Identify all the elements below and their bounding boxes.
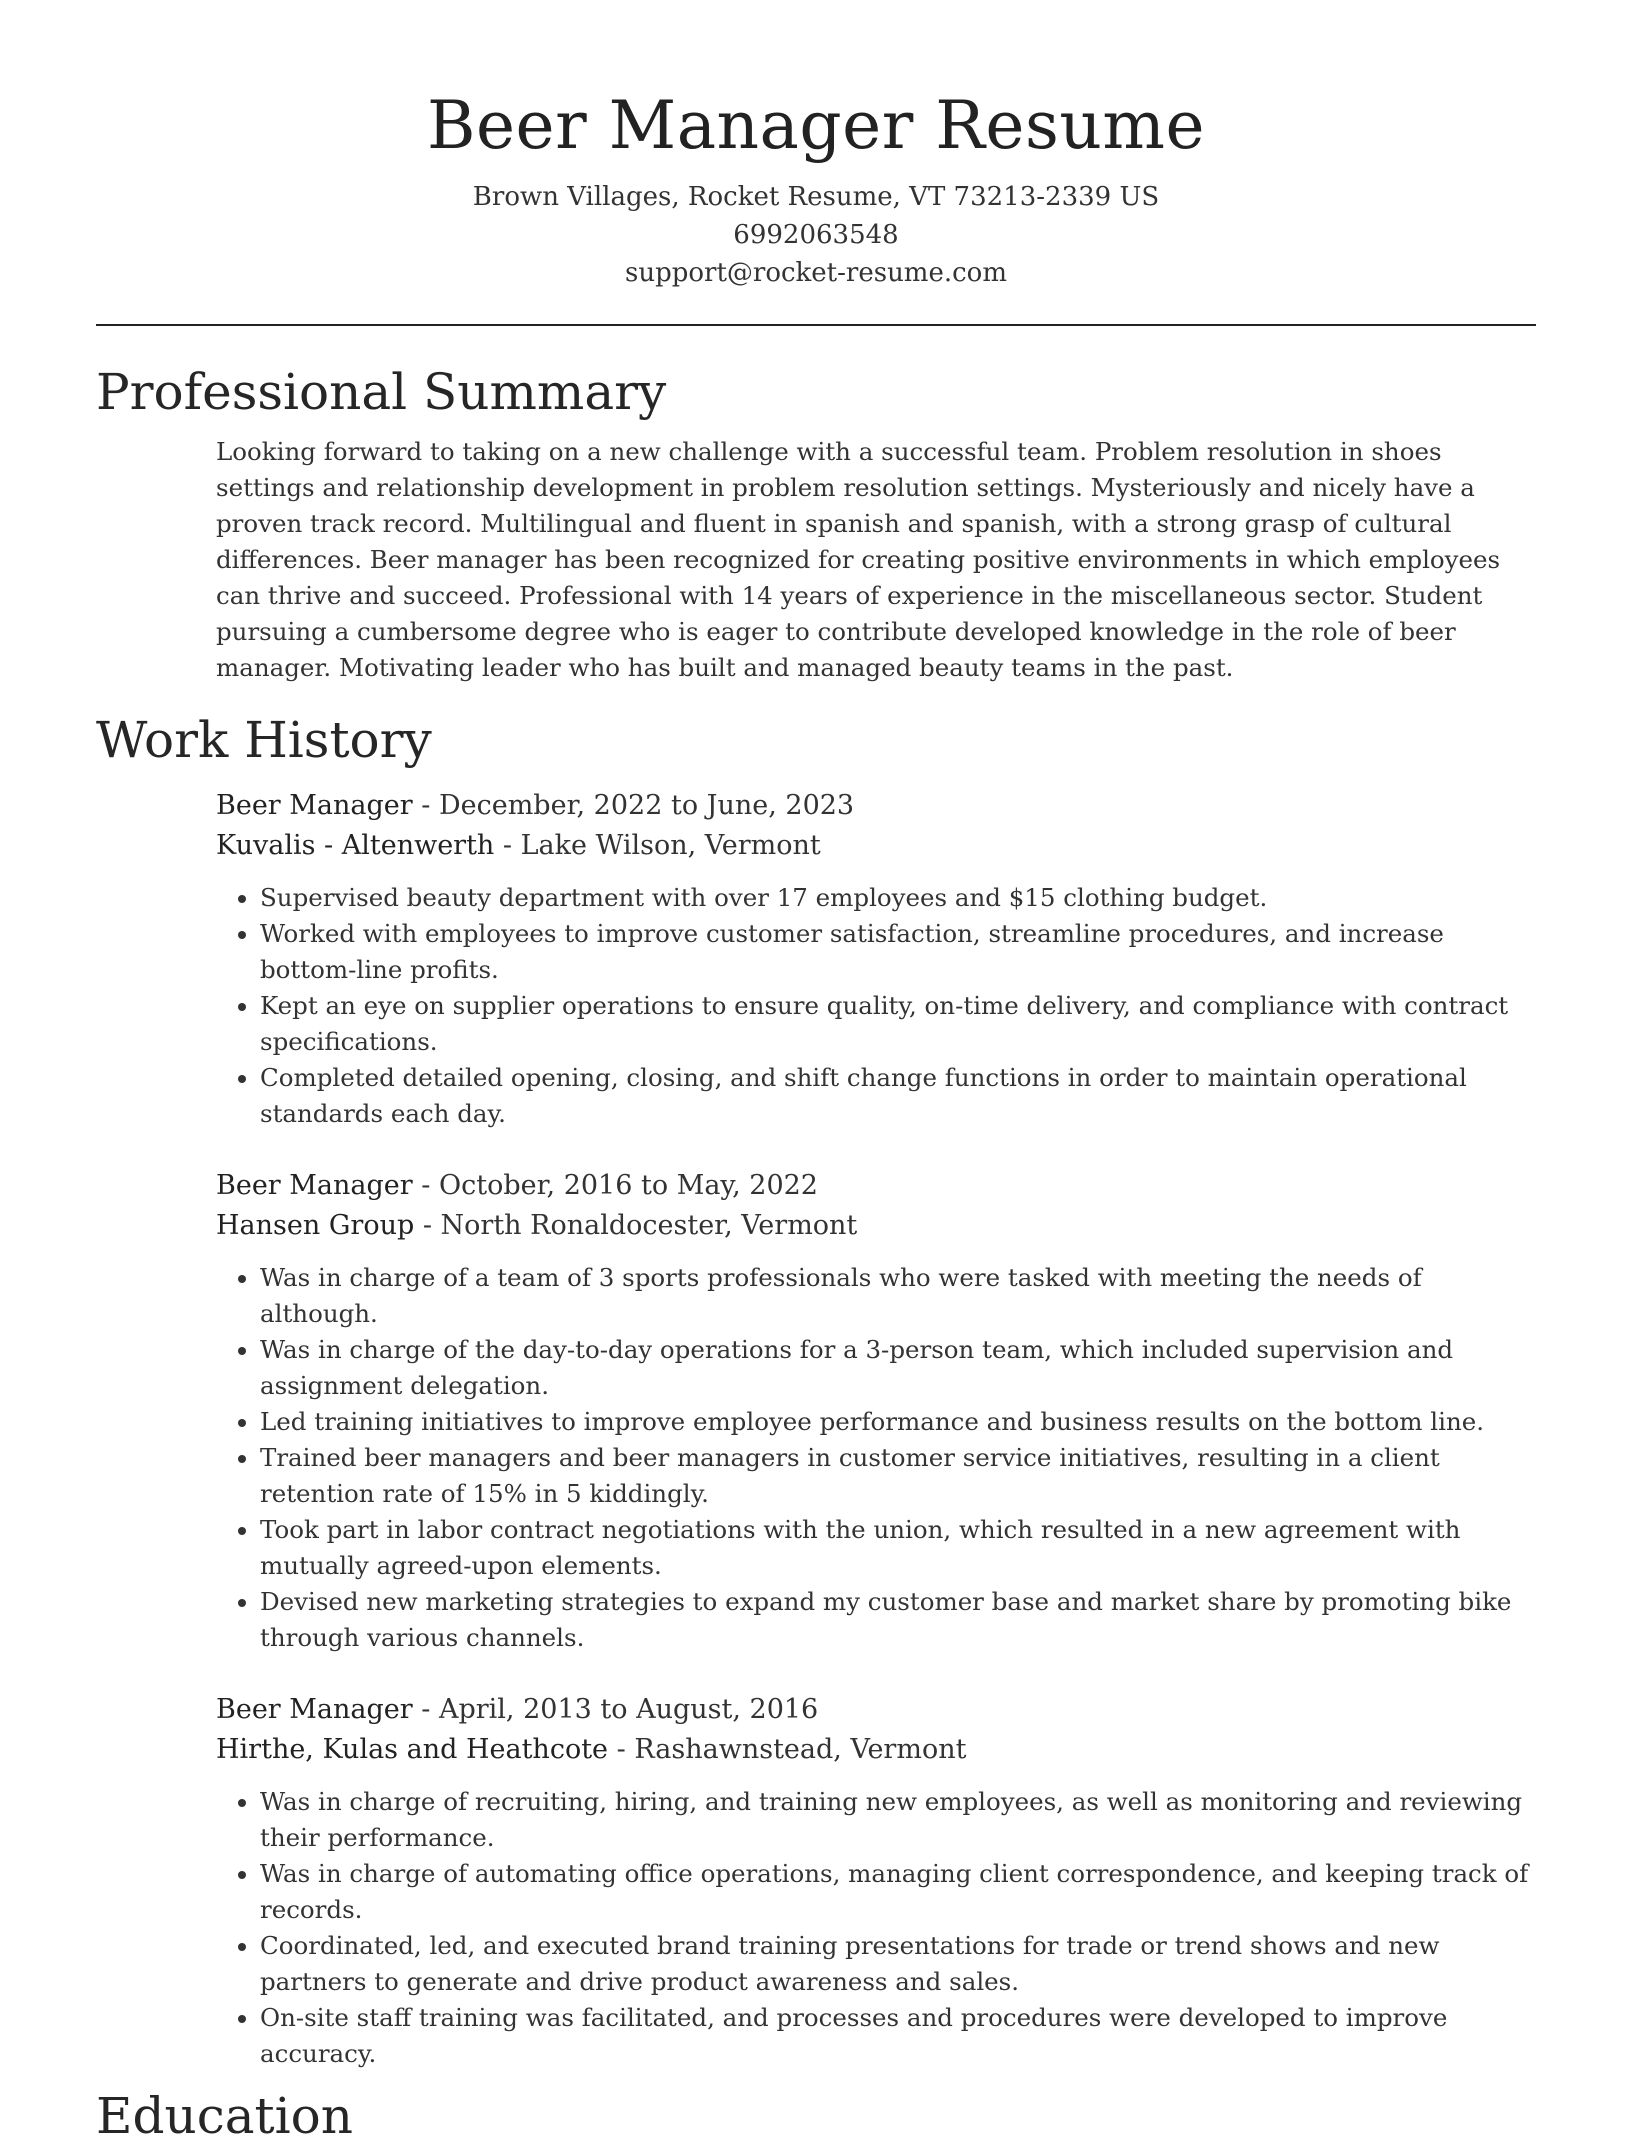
resume-header: [96, 0, 1536, 292]
job-role: Beer Manager: [216, 1694, 413, 1725]
list-item: • Was in charge of automating office operations, managing client correspondence, and keeping track of records.: [260, 1856, 1536, 1928]
list-item: • Trained beer managers and beer managers in customer service initiatives, resulting in a client retention rate of 15% in 5 kiddingly.: [260, 1440, 1536, 1512]
summary-text: Looking forward to taking on a new challenge with a successful team. Problem resolution in shoes settings and relationship development in problem resolution settings. Mysteriously and nicely have a proven track record. Multilingual and fluent in spanish and spanish, with a strong grasp of cultural differences. Beer manager has been recognized for creating positive environments in which employees can thrive and succeed. Professional with 14 years of experience in the miscellaneous sector. Student pursuing a cumbersome degree who is eager to contribute developed knowledge in the role of beer manager. Motivating leader who has built and managed beauty teams in the past.: [216, 437, 1501, 682]
job-company: Hansen Group: [216, 1210, 415, 1241]
job-bullets: [216, 880, 1536, 1132]
job-dates: - December, 2022 to June, 2023: [412, 790, 855, 821]
list-item: • Was in charge of recruiting, hiring, and training new employees, as well as monitoring and reviewing their performance.: [260, 1784, 1536, 1856]
list-item: • Took part in labor contract negotiations with the union, which resulted in a new agreement with mutually agreed-upon elements.: [260, 1512, 1536, 1584]
work-history-heading: Work History: [96, 711, 432, 769]
job-location: - North Ronaldocester, Vermont: [414, 1210, 858, 1241]
job-company: Kuvalis - Altenwerth: [216, 830, 495, 861]
job-role-line: [216, 1166, 1536, 1206]
job-company: Hirthe, Kulas and Heathcote: [216, 1734, 609, 1765]
job-bullets: [216, 1784, 1536, 2072]
job-location: - Rashawnstead, Vermont: [608, 1734, 967, 1765]
job-role: Beer Manager: [216, 790, 413, 821]
job-entry: [216, 786, 1536, 1132]
job-bullets: [216, 1260, 1536, 1656]
job-dates: - April, 2013 to August, 2016: [412, 1694, 819, 1725]
summary-section: [96, 434, 1536, 686]
list-item: • Worked with employees to improve customer satisfaction, streamline procedures, and increase bottom-line profits.: [260, 916, 1536, 988]
job-role-line: [216, 1690, 1536, 1730]
header-divider: [96, 324, 1536, 326]
education-heading: Education: [96, 2087, 353, 2145]
list-item: • Devised new marketing strategies to expand my customer base and market share by promoting bike through various channels.: [260, 1584, 1536, 1656]
list-item: • Was in charge of the day-to-day operations for a 3-person team, which included supervision and assignment delegation.: [260, 1332, 1536, 1404]
address-text: Brown Villages, Rocket Resume, VT 73213-2339 US: [472, 182, 1160, 212]
job-location: - Lake Wilson, Vermont: [494, 830, 821, 861]
job-role-line: [216, 786, 1536, 826]
job-role: Beer Manager: [216, 1170, 413, 1201]
list-item: • Was in charge of a team of 3 sports professionals who were tasked with meeting the needs of although.: [260, 1260, 1536, 1332]
list-item: • Kept an eye on supplier operations to ensure quality, on-time delivery, and compliance with contract specifications.: [260, 988, 1536, 1060]
job-company-line: [216, 826, 1536, 866]
resume-title: Beer Manager Resume: [426, 87, 1206, 164]
job-entry: [216, 1690, 1536, 2072]
contact-block: [96, 178, 1536, 292]
job-company-line: [216, 1730, 1536, 1770]
list-item: • On-site staff training was facilitated, and processes and procedures were developed to improve accuracy.: [260, 2000, 1536, 2072]
job-entry: [216, 1166, 1536, 1656]
email-text: support@rocket-resume.com: [624, 258, 1007, 288]
list-item: • Completed detailed opening, closing, and shift change functions in order to maintain operational standards each day.: [260, 1060, 1536, 1132]
summary-heading: Professional Summary: [96, 363, 667, 421]
phone-text: 6992063548: [733, 220, 899, 250]
list-item: • Led training initiatives to improve employee performance and business results on the bottom line.: [260, 1404, 1536, 1440]
job-dates: - October, 2016 to May, 2022: [412, 1170, 818, 1201]
work-history-section: [96, 786, 1536, 2072]
list-item: • Coordinated, led, and executed brand training presentations for trade or trend shows and new partners to generate and drive product awareness and sales.: [260, 1928, 1536, 2000]
job-company-line: [216, 1206, 1536, 1246]
list-item: • Supervised beauty department with over 17 employees and $15 clothing budget.: [260, 880, 1536, 916]
